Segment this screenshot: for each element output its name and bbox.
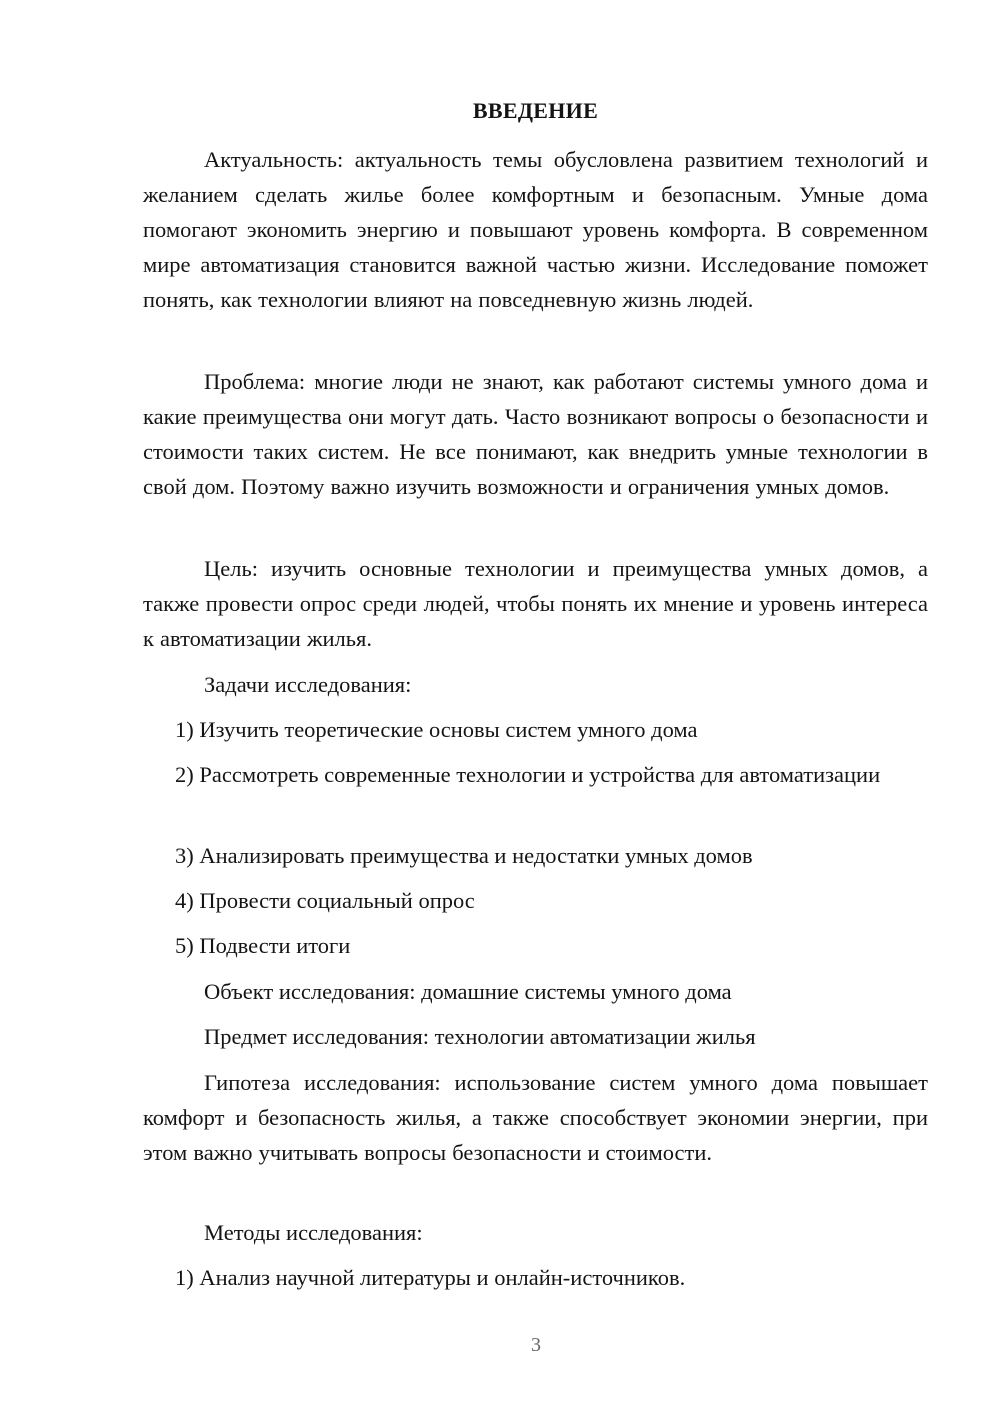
task-item-5: 5) Подвести итоги (175, 933, 351, 958)
section-title: ВВЕДЕНИЕ (472, 98, 599, 123)
research-subject: Предмет исследования: технологии автоматизации жилья (204, 1024, 756, 1049)
method-item-1: 1) Анализ научной литературы и онлайн-источников. (175, 1265, 686, 1290)
tasks-heading: Задачи исследования: (204, 672, 412, 697)
research-object: Объект исследования: домашние системы умного дома (204, 979, 732, 1004)
task-item-2: 2) Рассмотреть современные технологии и устройства для автоматизации (175, 762, 881, 787)
relevance-paragraph: Актуальность: актуальность темы обусловлена развитием технологий и желанием сделать жилье более комфортным и безопасным. Умные дома помогают экономить энергию и повышают уровень комфорта. В современном мире автоматизация становится важной частью жизни. Исследование поможет понять, как технологии влияют на повседневную жизнь людей. (143, 147, 928, 312)
goal-paragraph: Цель: изучить основные технологии и преимущества умных домов, а также провести опрос среди людей, чтобы понять их мнение и уровень интереса к автоматизации жилья. (143, 556, 928, 651)
hypothesis-paragraph: Гипотеза исследования: использование систем умного дома повышает комфорт и безопасность жилья, а также способствует экономии энергии, при этом важно учитывать вопросы безопасности и стоимости. (143, 1070, 928, 1165)
problem-paragraph: Проблема: многие люди не знают, как работают системы умного дома и какие преимущества они могут дать. Часто возникают вопросы о безопасности и стоимости таких систем. Не все понимают, как внедрить умные технологии в свой дом. Поэтому важно изучить возможности и ограничения умных домов. (143, 369, 928, 499)
methods-heading: Методы исследования: (204, 1220, 423, 1245)
task-item-3: 3) Анализировать преимущества и недостатки умных домов (175, 843, 753, 868)
page-number: 3 (531, 1334, 541, 1356)
task-item-1: 1) Изучить теоретические основы систем умного дома (175, 717, 698, 742)
task-item-4: 4) Провести социальный опрос (175, 888, 475, 913)
